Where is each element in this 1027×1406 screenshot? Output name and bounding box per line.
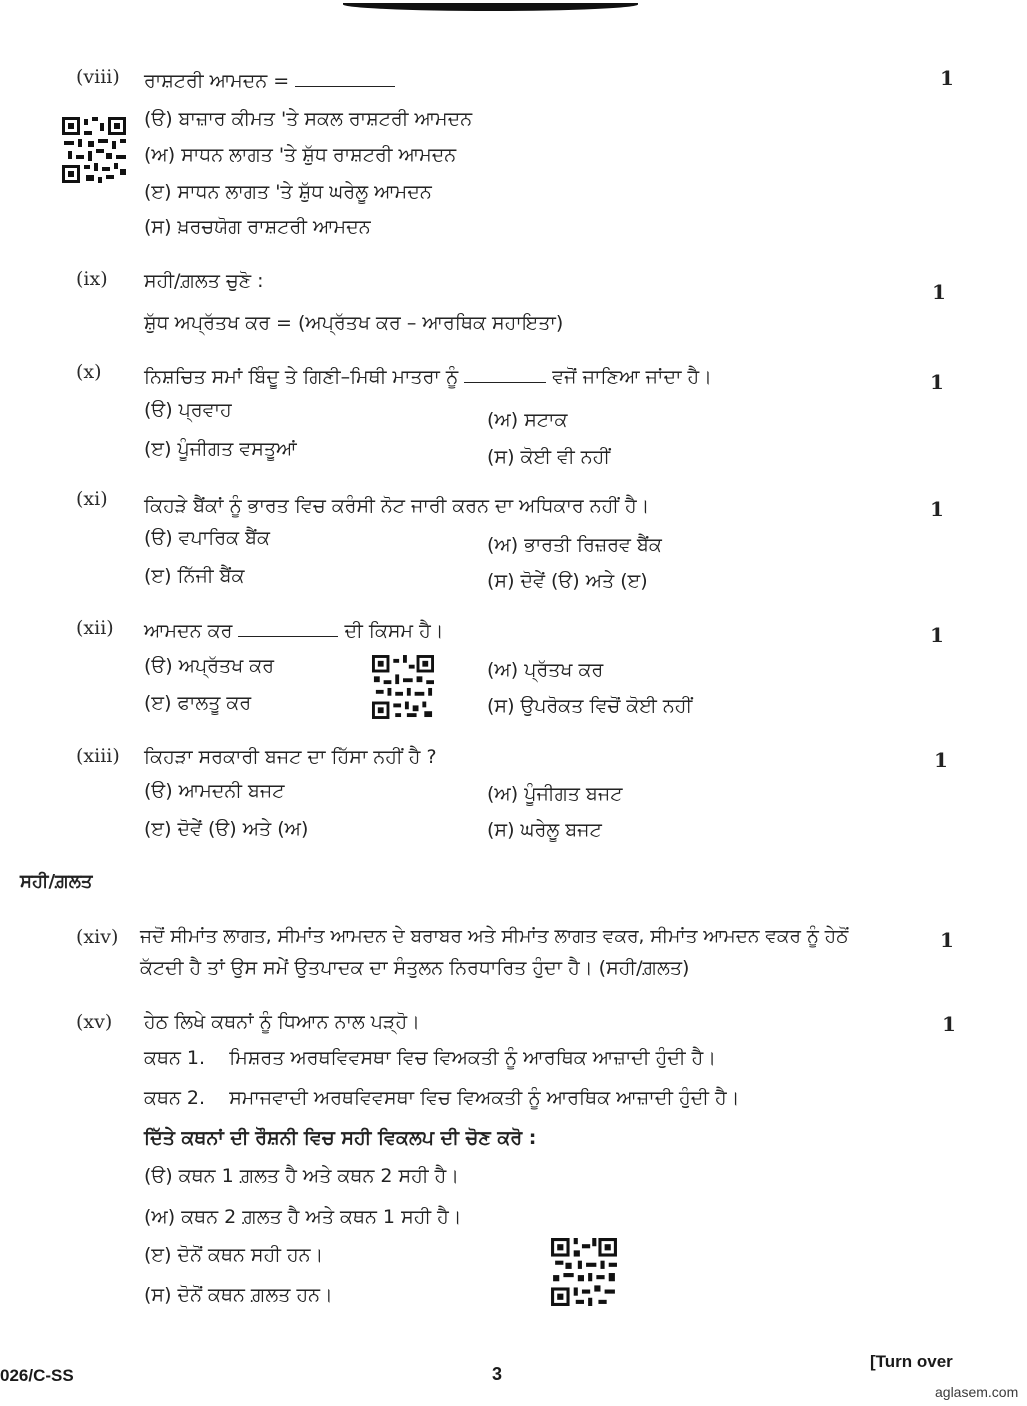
question-intro: ਹੇਠ ਲਿਖੇ ਕਥਨਾਂ ਨੂੰ ਧਿਆਨ ਨਾਲ ਪੜ੍ਹੋ। bbox=[144, 1011, 420, 1033]
question-number: (x) bbox=[76, 361, 102, 383]
question-statement: ਸ਼ੁੱਧ ਅਪ੍ਰੱਤਖ ਕਰ = (ਅਪ੍ਰੱਤਖ ਕਰ – ਆਰਥਿਕ ਸਹਾਇਤਾ) bbox=[144, 312, 564, 334]
statement-1: ਕਥਨ 1. ਮਿਸ਼ਰਤ ਅਰਥਵਿਵਸਥਾ ਵਿਚ ਵਿਅਕਤੀ ਨੂੰ ਆਰਥਿਕ ਆਜ਼ਾਦੀ ਹੁੰਦੀ ਹੈ। bbox=[144, 1047, 717, 1069]
option-a: (ੳ) ਪ੍ਰਵਾਹ bbox=[144, 399, 232, 421]
top-border-mark bbox=[343, 3, 638, 11]
option-b: (ਅ) ਪ੍ਰੱਤਖ ਕਰ bbox=[487, 659, 604, 681]
option-d: (ਸ) ਕੋਈ ਵੀ ਨਹੀਂ bbox=[487, 446, 611, 468]
option-a: (ੳ) ਕਥਨ 1 ਗ਼ਲਤ ਹੈ ਅਤੇ ਕਥਨ 2 ਸਹੀ ਹੈ। bbox=[144, 1165, 460, 1187]
option-d: (ਸ) ਖ਼ਰਚਯੋਗ ਰਾਸ਼ਟਰੀ ਆਮਦਨ bbox=[144, 216, 371, 238]
option-c: (ੲ) ਨਿੱਜੀ ਬੈਂਕ bbox=[144, 565, 245, 587]
question-text: ਸਹੀ/ਗ਼ਲਤ ਚੁਣੋ : bbox=[144, 270, 264, 292]
option-b: (ਅ) ਭਾਰਤੀ ਰਿਜ਼ਰਵ ਬੈਂਕ bbox=[487, 534, 662, 556]
question-number: (xii) bbox=[76, 617, 114, 639]
option-a: (ੳ) ਬਾਜ਼ਾਰ ਕੀਮਤ 'ਤੇ ਸਕਲ ਰਾਸ਼ਟਰੀ ਆਮਦਨ bbox=[144, 108, 473, 130]
option-b: (ਅ) ਸਾਧਨ ਲਾਗਤ 'ਤੇ ਸ਼ੁੱਧ ਰਾਸ਼ਟਰੀ ਆਮਦਨ bbox=[144, 144, 457, 166]
question-text-line-1: ਜਦੋਂ ਸੀਮਾਂਤ ਲਾਗਤ, ਸੀਮਾਂਤ ਆਮਦਨ ਦੇ ਬਰਾਬਰ ਅਤੇ ਸੀਮਾਂਤ ਲਾਗਤ ਵਕਰ, ਸੀਮਾਂਤ ਆਮਦਨ ਵਕਰ ਨੂੰ ਹੇਠੋਂ bbox=[140, 926, 849, 947]
qr-code-icon bbox=[551, 1238, 617, 1306]
option-a: (ੳ) ਆਮਦਨੀ ਬਜਟ bbox=[144, 780, 285, 802]
question-text: ਕਿਹੜੇ ਬੈਂਕਾਂ ਨੂੰ ਭਾਰਤ ਵਿਚ ਕਰੰਸੀ ਨੋਟ ਜਾਰੀ ਕਰਨ ਦਾ ਅਧਿਕਾਰ ਨਹੀਂ ਹੈ। bbox=[144, 495, 650, 517]
question-marks: 1 bbox=[940, 66, 954, 90]
option-a: (ੳ) ਅਪ੍ਰੱਤਖ ਕਰ bbox=[144, 655, 275, 677]
qr-code-icon bbox=[62, 117, 126, 183]
option-a: (ੳ) ਵਪਾਰਿਕ ਬੈਂਕ bbox=[144, 527, 270, 549]
option-c: (ੲ) ਪੂੰਜੀਗਤ ਵਸਤੂਆਂ bbox=[144, 438, 297, 460]
watermark: aglasem.com bbox=[935, 1384, 1019, 1400]
option-b: (ਅ) ਕਥਨ 2 ਗ਼ਲਤ ਹੈ ਅਤੇ ਕਥਨ 1 ਸਹੀ ਹੈ। bbox=[144, 1206, 462, 1228]
option-c: (ੲ) ਦੋਵੇਂ (ੳ) ਅਤੇ (ਅ) bbox=[144, 818, 309, 840]
paper-code: 026/C-SS bbox=[0, 1366, 74, 1385]
section-heading: ਸਹੀ/ਗ਼ਲਤ bbox=[20, 871, 93, 892]
question-marks: 1 bbox=[930, 623, 944, 647]
question-number: (xiii) bbox=[76, 745, 120, 767]
qr-code-icon bbox=[372, 655, 434, 719]
option-d: (ਸ) ਉਪਰੋਕਤ ਵਿਚੋਂ ਕੋਈ ਨਹੀਂ bbox=[487, 695, 693, 717]
option-d: (ਸ) ਘਰੇਲੂ ਬਜਟ bbox=[487, 819, 602, 841]
option-c: (ੲ) ਫਾਲਤੂ ਕਰ bbox=[144, 692, 252, 714]
option-c: (ੲ) ਸਾਧਨ ਲਾਗਤ 'ਤੇ ਸ਼ੁੱਧ ਘਰੇਲੂ ਆਮਦਨ bbox=[144, 181, 432, 203]
choose-prompt: ਦਿੱਤੇ ਕਥਨਾਂ ਦੀ ਰੌਸ਼ਨੀ ਵਿਚ ਸਹੀ ਵਿਕਲਪ ਦੀ ਚੋਣ ਕਰੋ : bbox=[144, 1127, 537, 1149]
option-d: (ਸ) ਦੋਨੋਂ ਕਥਨ ਗ਼ਲਤ ਹਨ। bbox=[144, 1284, 333, 1306]
option-d: (ਸ) ਦੋਵੇਂ (ੳ) ਅਤੇ (ੲ) bbox=[487, 570, 648, 592]
page-number: 3 bbox=[492, 1364, 503, 1384]
question-marks: 1 bbox=[932, 280, 946, 304]
question-number: (viii) bbox=[76, 66, 120, 88]
question-marks: 1 bbox=[940, 928, 954, 952]
question-marks: 1 bbox=[934, 748, 948, 772]
question-marks: 1 bbox=[930, 370, 944, 394]
question-number: (xv) bbox=[76, 1011, 113, 1033]
question-text: ਆਮਦਨ ਕਰ ਦੀ ਕਿਸਮ ਹੈ। bbox=[144, 620, 444, 642]
turn-over-label: [Turn over bbox=[870, 1352, 953, 1371]
question-number: (ix) bbox=[76, 268, 108, 290]
option-b: (ਅ) ਸਟਾਕ bbox=[487, 409, 568, 431]
question-marks: 1 bbox=[942, 1012, 956, 1036]
question-text: ਰਾਸ਼ਟਰੀ ਆਮਦਨ = bbox=[144, 70, 395, 92]
question-text-line-2: ਕੱਟਦੀ ਹੈ ਤਾਂ ਉਸ ਸਮੇਂ ਉਤਪਾਦਕ ਦਾ ਸੰਤੁਲਨ ਨਿਰਧਾਰਿਤ ਹੁੰਦਾ ਹੈ। (ਸਹੀ/ਗ਼ਲਤ) bbox=[140, 957, 690, 979]
option-b: (ਅ) ਪੂੰਜੀਗਤ ਬਜਟ bbox=[487, 783, 623, 805]
statement-2: ਕਥਨ 2. ਸਮਾਜਵਾਦੀ ਅਰਥਵਿਵਸਥਾ ਵਿਚ ਵਿਅਕਤੀ ਨੂੰ ਆਰਥਿਕ ਆਜ਼ਾਦੀ ਹੁੰਦੀ ਹੈ। bbox=[144, 1087, 740, 1109]
question-marks: 1 bbox=[930, 497, 944, 521]
question-number: (xiv) bbox=[76, 926, 119, 948]
option-c: (ੲ) ਦੋਨੋਂ ਕਥਨ ਸਹੀ ਹਨ। bbox=[144, 1244, 324, 1266]
question-text: ਨਿਸ਼ਚਿਤ ਸਮਾਂ ਬਿੰਦੂ ਤੇ ਗਿਣੀ–ਮਿਥੀ ਮਾਤਰਾ ਨੂੰ ਵਜੋਂ ਜਾਣਿਆ ਜਾਂਦਾ ਹੈ। bbox=[144, 366, 712, 388]
question-text: ਕਿਹੜਾ ਸਰਕਾਰੀ ਬਜਟ ਦਾ ਹਿੱਸਾ ਨਹੀਂ ਹੈ ? bbox=[144, 746, 437, 768]
question-number: (xi) bbox=[76, 488, 108, 510]
